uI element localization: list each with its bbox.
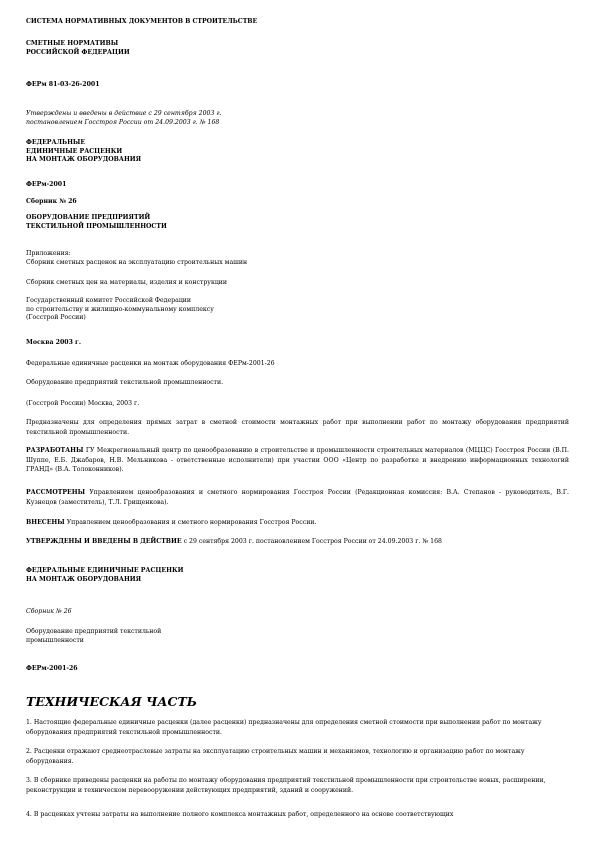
title-line-2: ЕДИНИЧНЫЕ РАСЦЕНКИ — [26, 147, 123, 155]
developed-label: РАЗРАБОТАНЫ — [26, 447, 84, 454]
subject-block — [26, 214, 167, 231]
technical-part-title: ТЕХНИЧЕСКАЯ ЧАСТЬ — [26, 694, 198, 709]
appendices-heading: Приложения: — [26, 250, 71, 257]
appendices-block — [26, 250, 247, 267]
norms-line-1: СМЕТНЫЕ НОРМАТИВЫ — [26, 40, 119, 47]
second-title-block — [26, 567, 183, 584]
gosstroy-line: (Госстрой России) Москва, 2003 г. — [26, 400, 140, 407]
document-code: ФЕРм 81-03-26-2001 — [26, 81, 100, 88]
second-title-line-1: ФЕДЕРАЛЬНЫЕ ЕДИНИЧНЫЕ РАСЦЕНКИ — [26, 567, 184, 574]
approved-label: УТВЕРЖДЕНЫ И ВВЕДЕНЫ В ДЕЙСТВИЕ — [26, 538, 182, 545]
second-subject-block — [26, 628, 161, 645]
approval-block — [26, 110, 221, 127]
developed-paragraph — [26, 446, 569, 475]
second-code: ФЕРм-2001-26 — [26, 665, 78, 672]
technical-item-1: 1. Настоящие федеральные единичные расценки (далее расценки) предназначены для определения сметной стоимости при выполнении работ по монтажу оборудования предприятий текстильной промышленности. — [26, 719, 542, 736]
document-reference: Федеральные единичные расценки на монтаж оборудования ФЕРм-2001-26 — [26, 360, 275, 367]
approved-paragraph — [26, 537, 569, 547]
title-code: ФЕРм-2001 — [26, 181, 67, 188]
approval-line-1: Утверждены и введены в действие с 29 сентября 2003 г. — [26, 110, 222, 117]
second-collection-label: Сборник № 26 — [26, 608, 72, 615]
reviewed-paragraph — [26, 488, 569, 507]
equipment-title: Оборудование предприятий текстильной промышленности. — [26, 379, 224, 386]
publisher-line-2: по строительству и жилищно-коммунальному комплексу — [26, 305, 214, 313]
intro-paragraph: Предназначены для определения прямых затрат в сметной стоимости монтажных работ при выполнении работ по монтажу оборудования предприятий текстильной промышленности. — [26, 419, 569, 436]
collection-label: Сборник № 26 — [26, 198, 77, 205]
norms-line-2: РОССИЙСКОЙ ФЕДЕРАЦИИ — [26, 48, 130, 56]
developed-text: ГУ Межрегиональный центр по ценообразованию в строительстве и промышленности строительных материалов (МЦЦС) Госстроя России (В.П. Шуппе, Е.Б. Джабаров, Н.В. Мельникова - ответственные исполнители) при участии ООО «Центр по разработке и внедрению информационных технологий ГРАНД» (В.А. Толоконников). — [26, 447, 569, 474]
norms-block — [26, 40, 130, 57]
system-title: СИСТЕМА НОРМАТИВНЫХ ДОКУМЕНТОВ В СТРОИТЕЛЬСТВЕ — [26, 18, 258, 25]
reviewed-text: Управлением ценообразования и сметного нормирования Госстроя России (Редакционная комиссия: В.А. Степанов - руководитель, В.Г. Кузнецов (заместитель), Т.Л. Грищенкова). — [26, 489, 569, 506]
publisher-line-1: Государственный комитет Российской Федерации — [26, 297, 192, 304]
introduced-text: Управлением ценообразования и сметного нормирования Госстроя России. — [66, 519, 317, 526]
technical-item-2: 2. Расценки отражают среднеотраслевые затраты на эксплуатацию строительных машин и механизмов, технологию и организацию работ по монтажу оборудования. — [26, 748, 525, 765]
title-block — [26, 139, 141, 165]
appendix-item-1: Сборник сметных расценок на эксплуатацию строительных машин — [26, 258, 248, 266]
city-year: Москва 2003 г. — [26, 339, 81, 346]
reviewed-label: РАССМОТРЕНЫ — [26, 489, 86, 496]
second-title-line-2: НА МОНТАЖ ОБОРУДОВАНИЯ — [26, 575, 142, 583]
publisher-block — [26, 297, 214, 323]
title-line-1: ФЕДЕРАЛЬНЫЕ — [26, 139, 86, 146]
introduced-label: ВНЕСЕНЫ — [26, 519, 65, 526]
approval-line-2: постановлением Госстроя России от 24.09.2003 г. № 168 — [26, 118, 220, 126]
appendix-item-2: Сборник сметных цен на материалы, изделия и конструкции — [26, 279, 228, 286]
subject-line-2: ТЕКСТИЛЬНОЙ ПРОМЫШЛЕННОСТИ — [26, 222, 167, 230]
introduced-paragraph — [26, 518, 569, 528]
second-subject-line-2: промышленности — [26, 636, 84, 644]
technical-item-3: 3. В сборнике приведены расценки на работы по монтажу оборудования предприятий текстильной промышленности при строительстве новых, расширении, реконструкции и техническом перевооружении действующих предприятий, зданий и сооружений. — [26, 777, 546, 794]
publisher-line-3: (Госстрой России) — [26, 314, 86, 322]
technical-item-4: 4. В расценках учтены затраты на выполнение полного комплекса монтажных работ, определенного на основе соответствующих — [26, 811, 454, 818]
title-line-3: НА МОНТАЖ ОБОРУДОВАНИЯ — [26, 156, 142, 164]
subject-line-1: ОБОРУДОВАНИЕ ПРЕДПРИЯТИЙ — [26, 214, 151, 221]
second-subject-line-1: Оборудование предприятий текстильной — [26, 628, 162, 635]
approved-text: с 29 сентября 2003 г. постановлением Госстроя России от 24.09.2003 г. № 168 — [183, 538, 442, 545]
